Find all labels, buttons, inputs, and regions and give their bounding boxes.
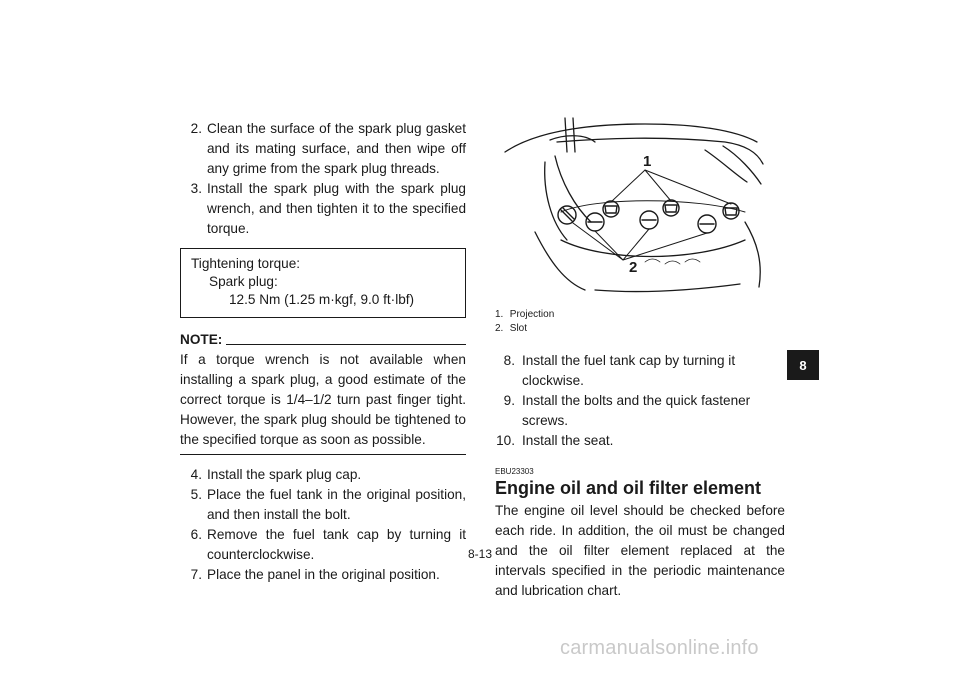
chapter-tab: 8 [787, 350, 819, 380]
torque-value: 12.5 Nm (1.25 m·kgf, 9.0 ft·lbf) [229, 292, 415, 307]
note-label: NOTE: [180, 332, 223, 347]
callout-1: 1 [643, 153, 652, 170]
step-7 [180, 565, 466, 585]
section-code: EBU23303 [495, 467, 534, 476]
note-text: If a torque wrench is not available when installing a spark plug, a good estimate of the correct torque is 1/4–1/2 turn past finger tight. However, the spark plug should be tightened to the specified torque as soon as possible. [180, 352, 466, 447]
step-number: 6. [190, 527, 202, 542]
step-text: Install the seat. [522, 433, 614, 448]
step-6 [180, 525, 466, 565]
fuel-tank-drawing [495, 112, 785, 302]
caption-item [495, 322, 785, 336]
step-number: 3. [190, 181, 202, 196]
step-9 [495, 391, 785, 431]
left-column [180, 119, 466, 585]
watermark: carmanualsonline.info [560, 637, 759, 659]
step-8 [495, 351, 785, 391]
note-header [180, 330, 466, 350]
step-5 [180, 485, 466, 525]
step-number: 8. [503, 353, 515, 368]
step-10 [495, 431, 785, 451]
figure-caption [495, 308, 785, 336]
torque-item: Spark plug: [209, 274, 278, 289]
step-text: Install the spark plug cap. [207, 467, 362, 482]
step-text: Install the spark plug with the spark plug wrench, and then tighten it to the specified torque. [207, 181, 466, 236]
step-number: 2. [190, 121, 202, 136]
page-number: 8-13 [467, 547, 493, 561]
tightening-torque-box [180, 248, 466, 318]
caption-item [495, 308, 785, 322]
right-column [495, 112, 785, 601]
step-number: 9. [503, 393, 515, 408]
step-number: 4. [190, 467, 202, 482]
step-number: 10. [496, 433, 515, 448]
step-text: Install the fuel tank cap by turning it clockwise. [522, 353, 736, 388]
step-number: 5. [190, 487, 202, 502]
step-text: Place the fuel tank in the original position, and then install the bolt. [207, 487, 466, 522]
right-steps [495, 351, 785, 451]
caption-text: Projection [509, 309, 555, 320]
section-paragraph: The engine oil level should be checked before each ride. In addition, the oil must be changed and the oil filter element replaced at the intervals specified in the periodic maintenance and lubrication chart. [495, 503, 785, 598]
caption-number: 1. [495, 309, 504, 320]
step-text: Remove the fuel tank cap by turning it counterclockwise. [207, 527, 466, 562]
step-2 [180, 119, 466, 179]
step-text: Install the bolts and the quick fastener screws. [522, 393, 751, 428]
step-text: Clean the surface of the spark plug gasket and its mating surface, and then wipe off any grime from the spark plug threads. [207, 121, 466, 176]
caption-text: Slot [509, 323, 528, 334]
note-rule [226, 344, 466, 345]
step-number: 7. [190, 567, 202, 582]
caption-number: 2. [495, 323, 504, 334]
step-text: Place the panel in the original position. [207, 567, 440, 582]
callout-2: 2 [629, 259, 638, 276]
note-end-rule [180, 454, 466, 455]
section-heading: Engine oil and oil filter element [495, 478, 762, 498]
torque-title: Tightening torque: [191, 256, 301, 271]
step-3 [180, 179, 466, 239]
fuel-tank-cap-illustration [495, 112, 785, 302]
step-4 [180, 465, 466, 485]
